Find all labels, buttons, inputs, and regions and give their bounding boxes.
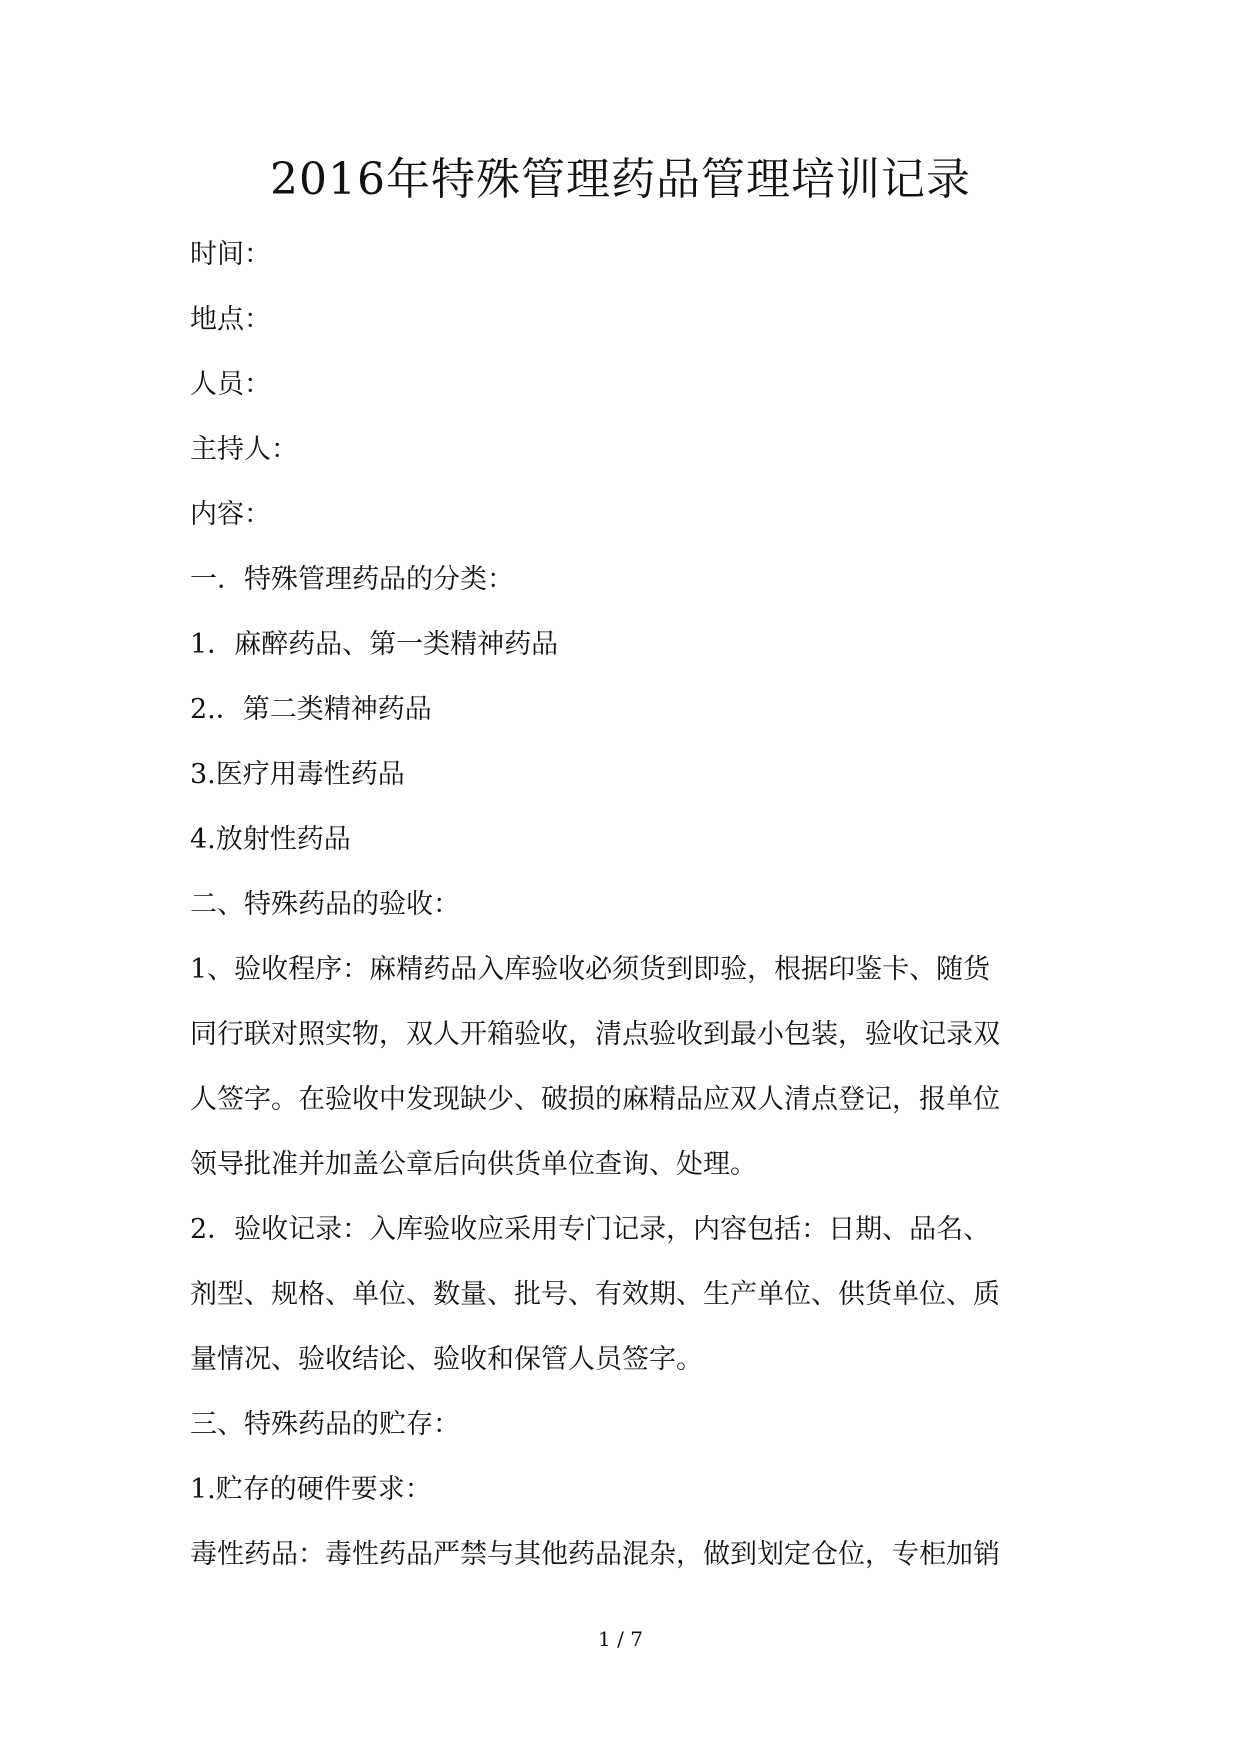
paragraph-line: 领导批准并加盖公章后向供货单位查询、处理。 bbox=[190, 1149, 757, 1180]
subsection-heading: 1.贮存的硬件要求： bbox=[190, 1474, 432, 1505]
list-item: 1．麻醉药品、第一类精神药品 bbox=[190, 629, 559, 660]
paragraph-line: 量情况、验收结论、验收和保管人员签字。 bbox=[190, 1344, 703, 1375]
paragraph-line: 剂型、规格、单位、数量、批号、有效期、生产单位、供货单位、质 bbox=[190, 1279, 1000, 1310]
field-content: 内容： bbox=[190, 499, 271, 530]
field-host: 主持人： bbox=[190, 434, 298, 465]
field-location: 地点： bbox=[190, 304, 271, 335]
document-body bbox=[190, 222, 1060, 1587]
paragraph-line: 2．验收记录：入库验收应采用专门记录，内容包括：日期、品名、 bbox=[190, 1214, 991, 1245]
paragraph-line: 1、验收程序：麻精药品入库验收必须货到即验，根据印鉴卡、随货 bbox=[190, 954, 991, 985]
field-time: 时间： bbox=[190, 239, 271, 270]
paragraph-line: 人签字。在验收中发现缺少、破损的麻精品应双人清点登记，报单位 bbox=[190, 1084, 1000, 1115]
list-item: 3.医疗用毒性药品 bbox=[190, 759, 405, 790]
paragraph-line: 毒性药品：毒性药品严禁与其他药品混杂，做到划定仓位，专柜加销 bbox=[190, 1539, 1000, 1570]
list-item: 4.放射性药品 bbox=[190, 824, 351, 855]
section-heading-acceptance: 二、特殊药品的验收： bbox=[190, 889, 460, 920]
page-number: 1 / 7 bbox=[598, 1627, 643, 1651]
list-item: 2.．第二类精神药品 bbox=[190, 694, 432, 725]
paragraph-line: 同行联对照实物，双人开箱验收，清点验收到最小包装，验收记录双 bbox=[190, 1019, 1000, 1050]
section-heading-classification: 一．特殊管理药品的分类： bbox=[190, 564, 514, 595]
section-heading-storage: 三、特殊药品的贮存： bbox=[190, 1409, 460, 1440]
document-title: 2016年特殊管理药品管理培训记录 bbox=[270, 154, 971, 205]
field-participants: 人员： bbox=[190, 369, 271, 400]
